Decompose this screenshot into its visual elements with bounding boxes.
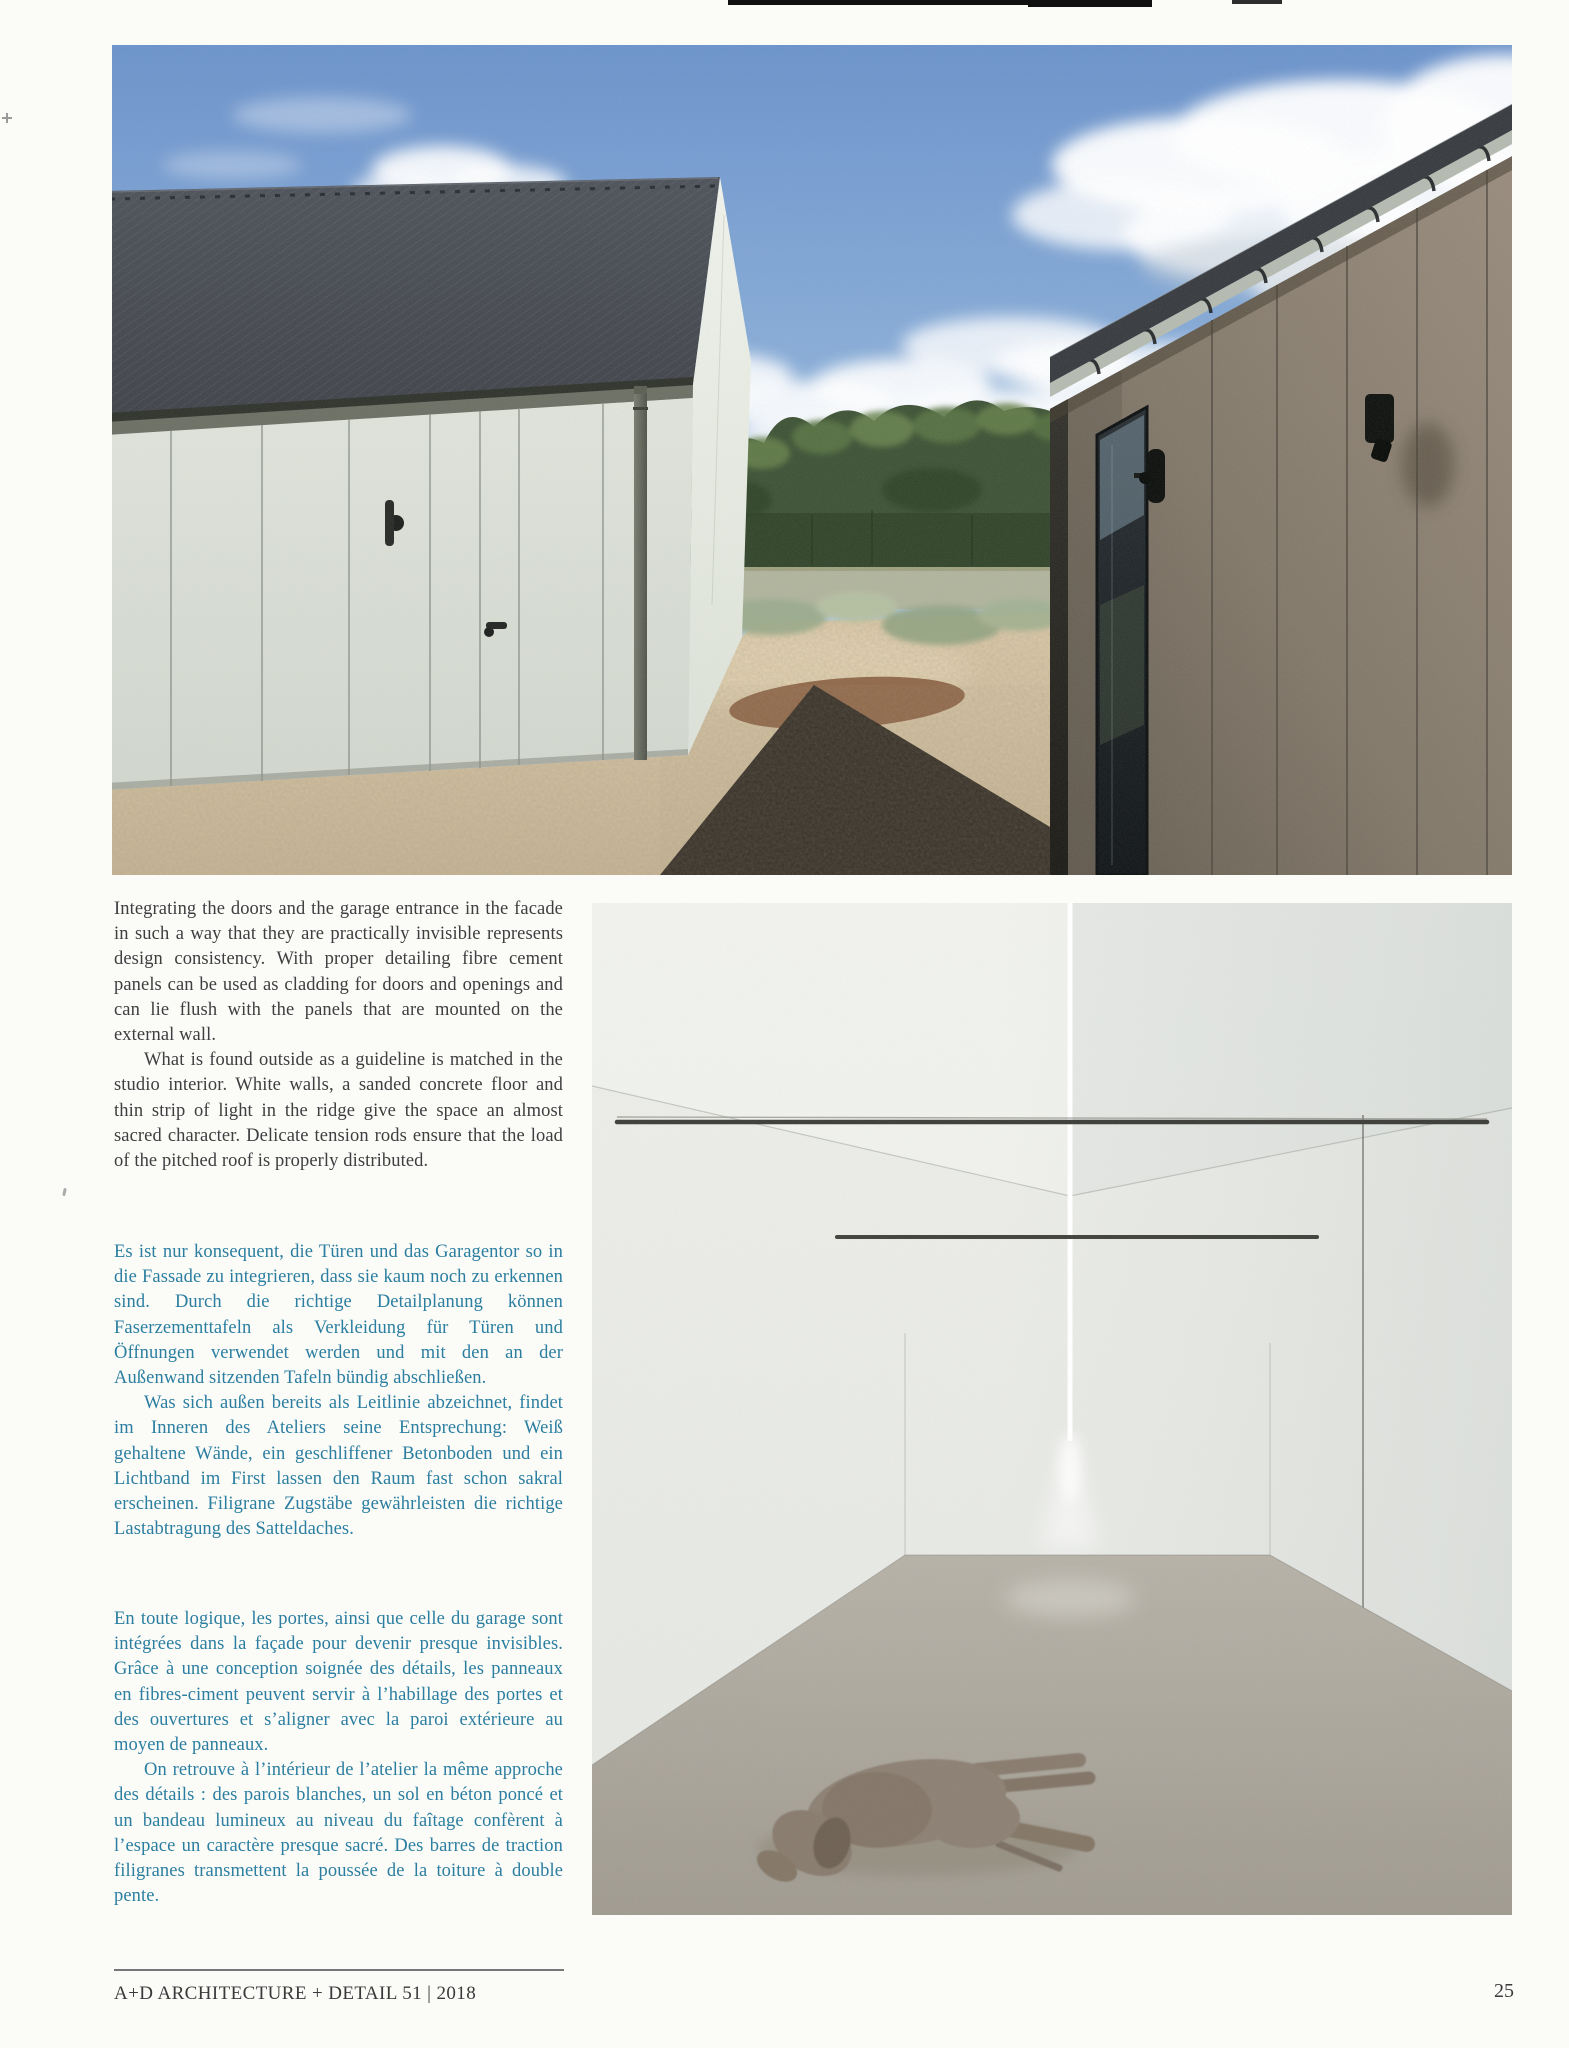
photo-grain — [112, 45, 1512, 875]
scan-artifact-bar — [728, 0, 1030, 5]
exterior-photo-art — [112, 45, 1512, 875]
german-paragraph: Es ist nur konsequent, die Türen und das Garagentor so in die Fassade zu integrieren, dass sie kaum noch zu erkennen sind. Durch die richtige Detailplanung können Faserzementtafeln als Verkleidung für Türen und Öffnungen verwendet werden und mit den an der Außenwand sitzenden Tafeln bündig abschließen. — [114, 1242, 563, 1389]
page-number: 25 — [1494, 1980, 1514, 2002]
interior-photo — [592, 903, 1512, 1915]
scan-artifact-bar — [1232, 0, 1282, 4]
photo-grain — [592, 903, 1512, 1915]
german-text — [114, 1240, 563, 1542]
french-text — [114, 1607, 563, 1909]
english-paragraph: What is found outside as a guideline is matched in the studio interior. White walls, a sanded concrete floor and thin strip of light in the ridge give the space an almost sacred character. Delicate tension rods ensure that the load of the pitched roof is properly distributed. — [114, 1050, 563, 1172]
registration-mark — [6, 113, 8, 123]
scan-speck — [62, 1188, 67, 1196]
exterior-photo — [112, 45, 1512, 875]
footer-rule — [114, 1969, 564, 1971]
journal-footer: A+D ARCHITECTURE + DETAIL 51 | 2018 — [114, 1983, 477, 2004]
scan-artifact-bar — [1028, 0, 1152, 7]
french-paragraph: En toute logique, les portes, ainsi que celle du garage sont intégrées dans la façade pour devenir presque invisibles. Grâce à une conception soignée des détails, les panneaux en fibres-ciment peuvent servir à l’habillage des portes et des ouvertures et s’aligner avec la paroi extérieure au moyen de panneaux. — [114, 1609, 563, 1756]
interior-photo-art — [592, 903, 1512, 1915]
french-paragraph: On retrouve à l’intérieur de l’atelier la même approche des détails : des parois blanches, un sol en béton poncé et un bandeau lumineux au niveau du faîtage confèrent à l’espace un caractère presque sacré. Des barres de traction filigranes transmettent la poussée de la toiture à double pente. — [114, 1760, 563, 1907]
english-text — [114, 897, 563, 1174]
german-paragraph: Was sich außen bereits als Leitlinie abzeichnet, findet im Inneren des Ateliers seine Entsprechung: Weiß gehaltene Wände, ein geschliffener Betonboden und ein Lichtband im First lassen den Raum fast schon sakral erscheinen. Filigrane Zugstäbe gewährleisten die richtige Lastabtragung des Satteldaches. — [114, 1393, 563, 1540]
english-paragraph: Integrating the doors and the garage entrance in the facade in such a way that they are practically invisible represents design consistency. With proper detailing fibre cement panels can be used as cladding for doors and openings and can lie flush with the panels that are mounted on the external wall. — [114, 899, 563, 1046]
